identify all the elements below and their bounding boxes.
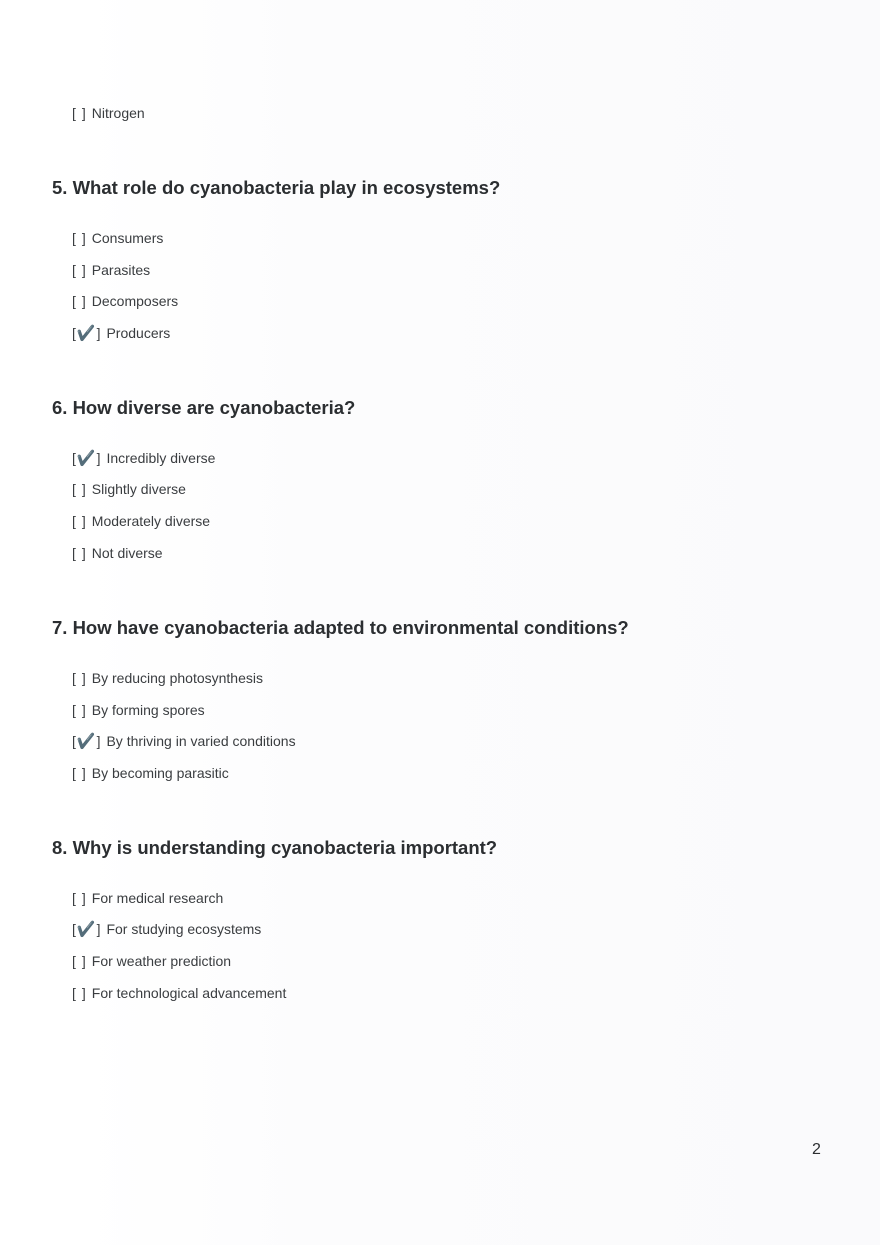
option-incredibly-diverse[interactable] — [72, 448, 215, 468]
checkbox-checked[interactable]: [✔️] — [72, 733, 101, 750]
question-8-title: 8. Why is understanding cyanobacteria important? — [52, 837, 498, 858]
option-slightly-diverse[interactable] — [72, 479, 186, 499]
option-varied-conditions[interactable] — [72, 731, 296, 751]
option-producers[interactable] — [72, 323, 170, 343]
checkmark-icon: ✔️ — [76, 733, 96, 750]
option-label: For studying ecosystems — [106, 921, 262, 937]
option-label: By reducing photosynthesis — [91, 670, 263, 686]
option-label: Decomposers — [91, 293, 179, 309]
option-becoming-parasitic[interactable] — [72, 763, 229, 783]
checkbox-empty[interactable]: [ ] — [72, 890, 86, 906]
option-weather-prediction[interactable] — [72, 951, 231, 971]
option-label: Nitrogen — [91, 105, 145, 121]
checkbox-empty[interactable]: [ ] — [72, 702, 86, 718]
option-label: Not diverse — [91, 545, 163, 561]
checkbox-empty[interactable]: [ ] — [72, 293, 86, 309]
checkbox-empty[interactable]: [ ] — [72, 481, 86, 497]
option-not-diverse[interactable] — [72, 543, 163, 563]
checkmark-icon: ✔️ — [76, 450, 96, 467]
option-studying-ecosystems[interactable] — [72, 919, 261, 939]
page-number: 2 — [812, 1141, 821, 1158]
option-label: Consumers — [91, 230, 164, 246]
option-label: For medical research — [91, 890, 224, 906]
option-consumers[interactable] — [72, 228, 163, 248]
option-label: Incredibly diverse — [106, 450, 216, 466]
option-label: By thriving in varied conditions — [106, 733, 296, 749]
option-parasites[interactable] — [72, 260, 150, 280]
checkbox-checked[interactable]: [✔️] — [72, 325, 101, 342]
option-label: Moderately diverse — [91, 513, 211, 529]
option-label: Slightly diverse — [91, 481, 186, 497]
checkbox-empty[interactable]: [ ] — [72, 765, 86, 781]
question-7-title: 7. How have cyanobacteria adapted to environmental conditions? — [52, 617, 629, 638]
checkbox-empty[interactable]: [ ] — [72, 953, 86, 969]
checkbox-empty[interactable]: [ ] — [72, 985, 86, 1001]
checkmark-icon: ✔️ — [76, 325, 96, 342]
checkbox-empty[interactable]: [ ] — [72, 262, 86, 278]
option-label: For technological advancement — [91, 985, 287, 1001]
option-label: By becoming parasitic — [91, 765, 229, 781]
checkbox-empty[interactable]: [ ] — [72, 670, 86, 686]
checkbox-empty[interactable]: [ ] — [72, 513, 86, 529]
question-6-title: 6. How diverse are cyanobacteria? — [52, 397, 356, 418]
option-medical-research[interactable] — [72, 888, 223, 908]
checkbox-checked[interactable]: [✔️] — [72, 450, 101, 467]
question-5-title: 5. What role do cyanobacteria play in ecosystems? — [52, 177, 501, 198]
option-label: Parasites — [91, 262, 151, 278]
checkbox-empty[interactable]: [ ] — [72, 230, 86, 246]
checkbox-checked[interactable]: [✔️] — [72, 921, 101, 938]
option-label: For weather prediction — [91, 953, 232, 969]
option-nitrogen[interactable] — [72, 103, 145, 123]
option-moderately-diverse[interactable] — [72, 511, 210, 531]
option-forming-spores[interactable] — [72, 700, 205, 720]
option-label: By forming spores — [91, 702, 205, 718]
checkbox-empty[interactable]: [ ] — [72, 105, 86, 121]
option-technological-advancement[interactable] — [72, 983, 286, 1003]
option-decomposers[interactable] — [72, 291, 178, 311]
option-label: Producers — [106, 325, 171, 341]
checkbox-empty[interactable]: [ ] — [72, 545, 86, 561]
checkmark-icon: ✔️ — [76, 921, 96, 938]
option-reducing-photosynthesis[interactable] — [72, 668, 263, 688]
